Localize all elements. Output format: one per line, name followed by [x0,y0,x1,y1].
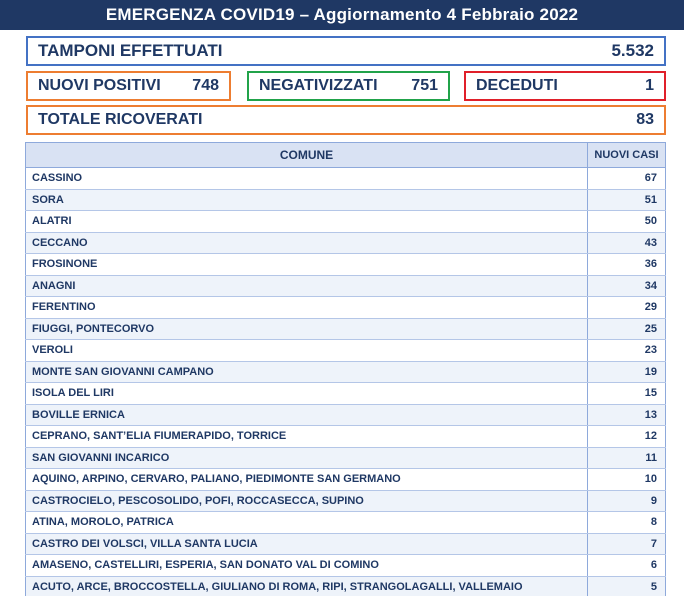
table-row [26,318,666,340]
page-title [0,0,684,30]
deceduti-label: DECEDUTI [476,77,558,94]
comune-cell: MONTE SAN GIOVANNI CAMPANO [26,361,588,383]
table-row [26,275,666,297]
comune-cell: ISOLA DEL LIRI [26,383,588,405]
comune-cell: AQUINO, ARPINO, CERVARO, PALIANO, PIEDIMONTE SAN GERMANO [26,469,588,491]
comune-cell: ANAGNI [26,275,588,297]
table-row [26,340,666,362]
negativizzati-label: NEGATIVIZZATI [259,77,378,94]
totale-ricoverati-value: 83 [636,111,654,128]
table-row [26,555,666,577]
deceduti-box [464,71,666,101]
totale-ricoverati-label: TOTALE RICOVERATI [38,111,203,128]
nuovi-casi-cell: 12 [588,426,666,448]
table-row [26,576,666,596]
table-header-row [26,143,666,168]
comuni-table [25,142,666,596]
table-row [26,383,666,405]
comune-cell: ATINA, MOROLO, PATRICA [26,512,588,534]
tamponi-value: 5.532 [611,41,654,60]
table-row [26,232,666,254]
comune-cell: FIUGGI, PONTECORVO [26,318,588,340]
column-header-comune: COMUNE [26,143,588,168]
nuovi-positivi-box [26,71,231,101]
nuovi-casi-cell: 25 [588,318,666,340]
totale-ricoverati-box [26,105,666,135]
table-row [26,211,666,233]
comune-cell: SORA [26,189,588,211]
table-row [26,426,666,448]
nuovi-positivi-value: 748 [192,77,219,94]
comune-cell: FERENTINO [26,297,588,319]
nuovi-casi-cell: 51 [588,189,666,211]
nuovi-casi-cell: 10 [588,469,666,491]
tamponi-box [26,36,666,66]
table-body [26,168,666,596]
nuovi-casi-cell: 36 [588,254,666,276]
nuovi-casi-cell: 29 [588,297,666,319]
table-row [26,254,666,276]
comune-cell: FROSINONE [26,254,588,276]
table-row [26,404,666,426]
nuovi-positivi-label: NUOVI POSITIVI [38,77,161,94]
table-row [26,533,666,555]
nuovi-casi-cell: 13 [588,404,666,426]
deceduti-value: 1 [645,77,654,94]
nuovi-casi-cell: 34 [588,275,666,297]
table-row [26,297,666,319]
nuovi-casi-cell: 7 [588,533,666,555]
comune-cell: SAN GIOVANNI INCARICO [26,447,588,469]
comune-cell: VEROLI [26,340,588,362]
nuovi-casi-cell: 15 [588,383,666,405]
nuovi-casi-cell: 19 [588,361,666,383]
comune-cell: BOVILLE ERNICA [26,404,588,426]
nuovi-casi-cell: 43 [588,232,666,254]
comune-cell: CASTROCIELO, PESCOSOLIDO, POFI, ROCCASECCA, SUPINO [26,490,588,512]
nuovi-casi-cell: 11 [588,447,666,469]
comune-cell: AMASENO, CASTELLIRI, ESPERIA, SAN DONATO VAL DI COMINO [26,555,588,577]
nuovi-casi-cell: 6 [588,555,666,577]
table-row [26,447,666,469]
comune-cell: CASSINO [26,168,588,190]
table-row [26,512,666,534]
comune-cell: CEPRANO, SANT’ELIA FIUMERAPIDO, TORRICE [26,426,588,448]
comune-cell: ALATRI [26,211,588,233]
nuovi-casi-cell: 8 [588,512,666,534]
nuovi-casi-cell: 23 [588,340,666,362]
negativizzati-box [247,71,450,101]
tamponi-label: TAMPONI EFFETTUATI [38,41,223,60]
nuovi-casi-cell: 50 [588,211,666,233]
comune-cell: CECCANO [26,232,588,254]
column-header-nuovi-casi: NUOVI CASI [588,143,666,168]
negativizzati-value: 751 [411,77,438,94]
nuovi-casi-cell: 67 [588,168,666,190]
nuovi-casi-cell: 9 [588,490,666,512]
comune-cell: CASTRO DEI VOLSCI, VILLA SANTA LUCIA [26,533,588,555]
table-row [26,361,666,383]
page-title-text: EMERGENZA COVID19 – Aggiornamento 4 Febbraio 2022 [105,5,579,24]
table-row [26,168,666,190]
table-row [26,490,666,512]
table-row [26,189,666,211]
nuovi-casi-cell: 5 [588,576,666,596]
comune-cell: ACUTO, ARCE, BROCCOSTELLA, GIULIANO DI ROMA, RIPI, STRANGOLAGALLI, VALLEMAIO [26,576,588,596]
table-row [26,469,666,491]
